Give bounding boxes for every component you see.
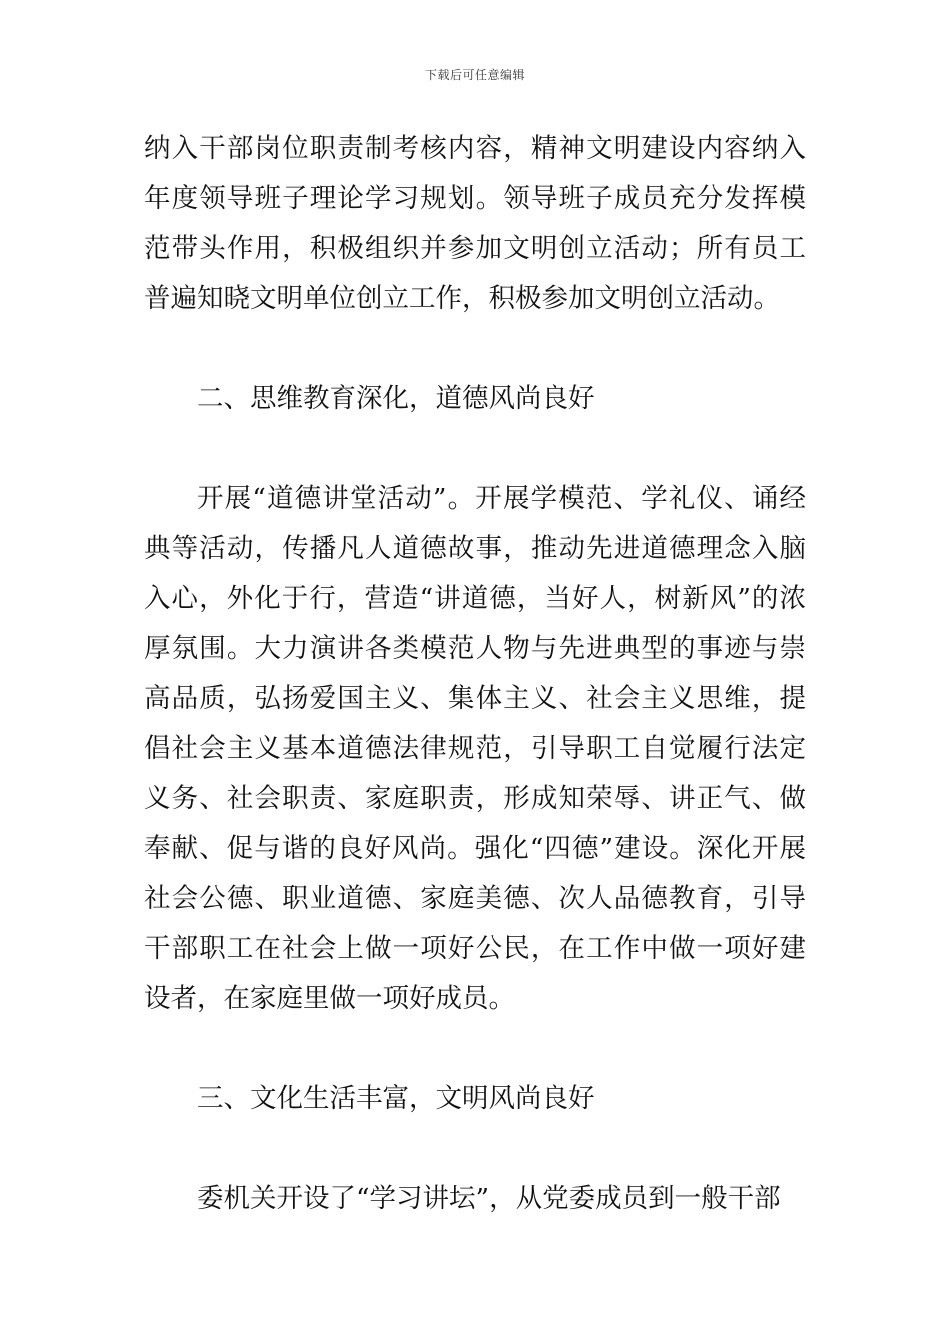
paragraph-continuation: 纳入干部岗位职责制考核内容，精神文明建设内容纳入年度领导班子理论学习规划。领导班子成员充分发挥模范带头作用，积极组织并参加文明创立活动；所有员工普遍知晓文明单位创立工作，积极参加文明创立活动。 bbox=[144, 133, 806, 314]
section-heading-3: 三、文化生活丰富，文明风尚良好 bbox=[197, 1083, 595, 1114]
section-heading-2: 二、思维教育深化，道德风尚良好 bbox=[197, 383, 595, 414]
paragraph-gap bbox=[144, 1124, 806, 1174]
paragraph-moral-lecture: 开展“道德讲堂活动”。开展学模范、学礼仪、诵经典等活动，传播凡人道德故事，推动先进道德理念入脑入心，外化于行，营造“讲道德，当好人，树新风”的浓厚氛围。大力演讲各类模范人物与先进典型的事迹与崇高品质，弘扬爱国主义、集体主义、社会主义思维，提倡社会主义基本道德法律规范，引导职工自觉履行法定义务、社会职责、家庭职责，形成知荣辱、讲正气、做奉献、促与谐的良好风尚。强化“四德”建设。深化开展社会公德、职业道德、家庭美德、次人品德教育，引导干部职工在社会上做一项好公民，在工作中做一项好建设者，在家庭里做一项好成员。 bbox=[144, 483, 806, 1014]
paragraph-gap bbox=[144, 424, 806, 474]
page-header-note: 下载后可任意编辑 bbox=[424, 68, 525, 82]
paragraph-gap bbox=[144, 324, 806, 374]
paragraph-gap bbox=[144, 1024, 806, 1074]
document-body bbox=[144, 124, 806, 1224]
paragraph-study-forum: 委机关开设了“学习讲坛”，从党委成员到一般干部 bbox=[197, 1183, 781, 1214]
